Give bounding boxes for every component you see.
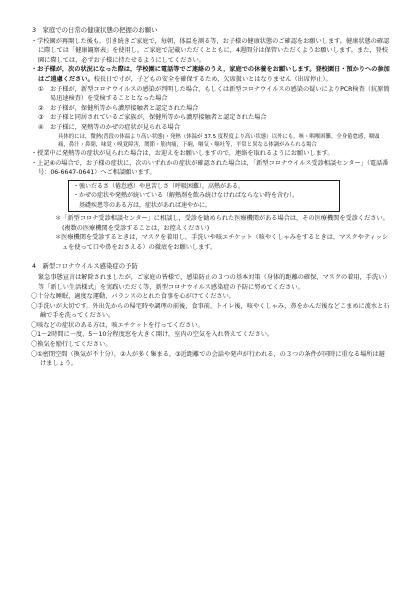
condition-item: ④ お子様に，発熱等のかぜの症状が見られる場合 (38, 123, 180, 131)
prevention-item: 〇手洗いが大切です。外出先からの帰宅時や調理の前後，食事前，トイレ後，咳やくしゃみ，鼻をかんだ後などこまめに流水と石鹸で手を洗ってください。 (31, 302, 390, 320)
section-4-title: 4 新型コロナウイルス感染症の予防 (32, 262, 138, 271)
section-3-paragraph-2 (30, 65, 390, 84)
symptom-box (68, 180, 340, 212)
section-4-intro: 緊急事態宣言は解除されましたが，ご家庭の皆様で，感染防止の３つの基本対策（身体的距離の確保，マスクの着用，手洗い）等「新しい生活様式」を実践いただく等，新型コロナウイルス感染症の予防に努めてください。 (38, 273, 388, 291)
symptom-box-line: ・強いだるさ（倦怠感）や息苦しさ（呼吸困難），高熱がある。 (73, 182, 245, 190)
symptom-detail: 具体的には，微熱(普段の体温より高い状態)・発熱（体温が 37.5 度程度より高い状態）以外にも，咳・咽喉困難，全身倦怠感，咽頭痛，鼻汁・鼻閉，味覚・嗅覚障害，関節・筋肉痛，下痢，嘔気・嘔吐等，平常と異なる体調がみられる場合 (58, 133, 380, 148)
prevention-item: 〇十分な睡眠，適度な運動，バランスのとれた食事を心がけてください。 (31, 293, 235, 301)
symptom-box-line: ・かぜの症状や発熱が続いている（解熱剤を飲み続けなければならない時を含む）。 (73, 192, 299, 200)
note-2: ＊医療機関を受診するときは，マスクを着用し，手洗いや咳エチケット（咳やくしゃみをするときは，マスクやティッシュを使って口や鼻をおさえる）の徹底をお願いします。 (55, 234, 389, 251)
condition-list (30, 85, 390, 133)
prevention-item: 〇咳などの症状のある方は，咳エチケットを行ってください。 (31, 321, 204, 329)
prevention-item: 〇1～2時間に一度，5～10分程度窓を大きく開け，室内の空気を入れ替えてください。 (31, 331, 274, 339)
prevention-item: 〇①密閉空間（換気が不十分），②人が多く集まる，③近距離での会話や発声が行われる，の３つの条件が同時に重なる場所は避けましょう。 (31, 350, 385, 368)
symptom-box-line: 基礎疾患等のある方は，症状があれば速やかに。 (73, 201, 212, 209)
condition-item: ① お子様が，新型コロナウイルスの感染が判明した場合，もしくは新型コロナウイルスの感染の疑いによりPCR検査（抗原簡易迅速検査）を受検することとなった場合 (38, 85, 390, 103)
section-3-paragraph-4: ・上記④の場合で，お子様の症状に，次のいずれかの症状が確認された場合は，「新型コロナウイルス受診相談センター」（電話番号：06-6647-0641）へご相談願います。 (31, 159, 389, 177)
condition-item: ② お子様が，保健所等から濃厚接触者と認定された場合 (38, 104, 199, 112)
prevention-list (30, 292, 390, 369)
prevention-item: 〇換気を励行してください。 (31, 341, 112, 349)
section-3-paragraph-3: ・授業中に発熱等の症状が見られた場合は，お迎えをお願いしますので，連絡を取れるようにお願いします。 (31, 149, 334, 157)
condition-item: ③ お子様と同居されているご家族が，保健所等から濃厚接触者と認定された場合 (38, 114, 267, 122)
section-3-paragraph-1: ・学校園が再開した後も，引き続きご家庭で，毎朝，体温を測る等，お子様の健康状態のご確認をお願いします。健康状態の確認に際しては「健康観察表」を使用し，ご家庭で記載いただくとともに，4週間分は保管いただくようお願いします。また，登校園に際しては，必ずお子様に持たせるようにしてください。 (31, 37, 390, 64)
section-3-title: 3 家庭での日常の健康状態の把握のお願い (32, 26, 158, 34)
section-3-paragraph-2-rest: 校長日で寸が，子どもの安全を確保するため，欠席扱いとはなりません（出席停止）。 (93, 75, 332, 83)
note-1: ＊「新型コロナ受診相談センター」に相談し，受診を勧められた医療機関がある場合は，その医療機関を受診ください。(複数の医療機関を受診することは，お控えください) (55, 214, 389, 232)
section-3-paragraph-2-bold: ・お子様が，次の状況になった際は，学校園に電話等でご連絡のうえ，家庭での休養をお願いします。登校園日・預かりへの参加はご遠慮ください。 (31, 66, 390, 83)
